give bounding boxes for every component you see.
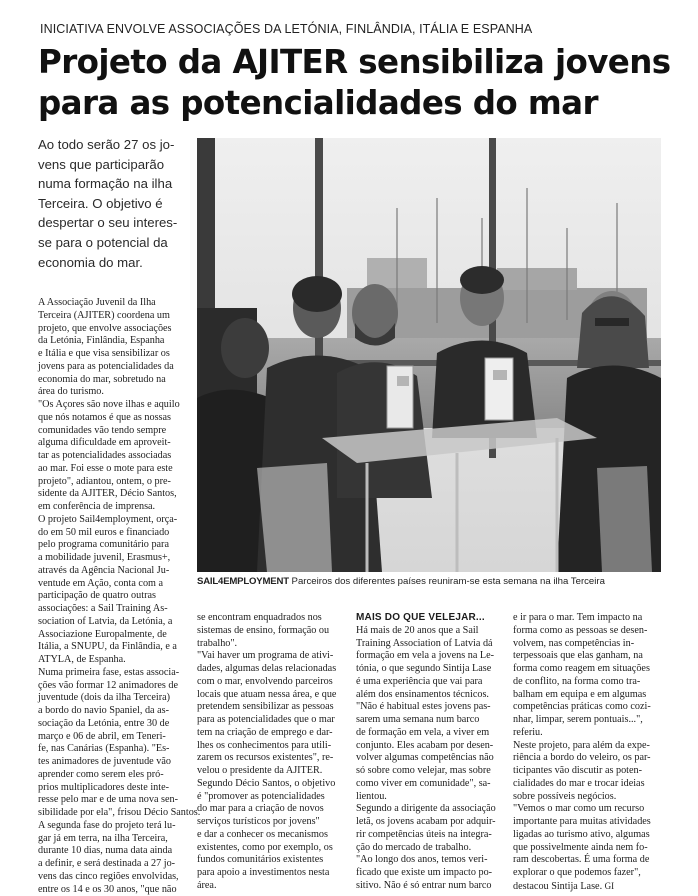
end-mark: GI	[605, 881, 615, 891]
headline-line: para as potencialidades do mar	[38, 83, 688, 124]
text-line: velou o presidente da AJITER.	[197, 765, 345, 778]
text-line: ao mar. Foi esse o mote para este	[38, 463, 188, 476]
text-line: tónia, o que segundo Sintija Lase	[356, 663, 504, 676]
text-line: trabalho".	[197, 638, 345, 651]
text-line: ligadas ao turismo ativo, algumas	[513, 829, 661, 842]
text-line: Training Association of Latvia dá	[356, 638, 504, 651]
lead-line: numa formação na ilha	[38, 174, 186, 194]
text-line: do em 50 mil euros e financiado	[38, 527, 188, 540]
text-line: Segundo a dirigente da associação	[356, 803, 504, 816]
text-line: competências práticas como cozi-	[513, 701, 661, 714]
lead-paragraph	[38, 135, 186, 272]
text-line: projeto, que envolve associações	[38, 323, 188, 336]
text-line: tem na criação de emprego e dar-	[197, 727, 345, 740]
text-line: gar já em terra, na ilha Terceira,	[38, 833, 188, 846]
text-line: do mar para a criação de novos	[197, 803, 345, 816]
text-line: área.	[197, 880, 345, 893]
text-line: durante 10 dias, numa data ainda	[38, 845, 188, 858]
text-line: participação de quatro outras	[38, 590, 188, 603]
text-line: Neste projeto, para além da expe-	[513, 740, 661, 753]
text-line: ram descobertas. É uma forma de	[513, 854, 661, 867]
text-line: ventude em Ação, conta com a	[38, 578, 188, 591]
text-line: destacou Sintija Lase.	[513, 881, 602, 892]
section-subhead: MAIS DO QUE VELEJAR...	[356, 612, 504, 625]
text-line: tar as potencialidades associadas	[38, 450, 188, 463]
text-line: aprender como serem eles pró-	[38, 769, 188, 782]
article-column-3	[356, 612, 504, 893]
lead-line: despertar o seu interes-	[38, 213, 186, 233]
text-line: volvem, nas competências in-	[513, 638, 661, 651]
headline	[38, 42, 688, 124]
text-line: dades, algumas delas relacionadas	[197, 663, 345, 676]
text-line: e Itália e que visa sensibilizar os	[38, 348, 188, 361]
text-line: zarem os recursos existentes", re-	[197, 752, 345, 765]
text-line: área do turismo.	[38, 386, 188, 399]
text-line: só sobre como velejar, mas sobre	[356, 765, 504, 778]
text-line: sarem uma semana num barco	[356, 714, 504, 727]
text-line: pretendem sensibilizar as pessoas	[197, 701, 345, 714]
text-line: através da Agência Nacional Ju-	[38, 565, 188, 578]
text-line: jovens para as potencialidades da	[38, 361, 188, 374]
text-line: alguma dificuldade em aproveit-	[38, 437, 188, 450]
text-line: vens das cinco regiões envolvidas,	[38, 871, 188, 884]
text-line: prios multiplicadores deste inte-	[38, 782, 188, 795]
text-line: além dos ensinamentos técnicos.	[356, 689, 504, 702]
text-line: comunidades vão tendo sempre	[38, 425, 188, 438]
article-column-2	[197, 612, 345, 893]
text-line: juventude (dois da ilha Terceira)	[38, 692, 188, 705]
text-line: para apoio a investimentos nesta	[197, 867, 345, 880]
lead-line: Ao todo serão 27 os jo-	[38, 135, 186, 155]
text-line: a mobilidade juvenil, Erasmus+,	[38, 552, 188, 565]
text-line: sistemas de ensino, formação ou	[197, 625, 345, 638]
text-line: ções vão formar 12 animadores de	[38, 680, 188, 693]
text-line: lientou.	[356, 791, 504, 804]
article-column-4	[513, 612, 661, 894]
text-line: letã, os jovens acabam por adquir-	[356, 816, 504, 829]
text-line: A segunda fase do projeto terá lu-	[38, 820, 188, 833]
text-line: da Letónia, Finlândia, Espanha	[38, 335, 188, 348]
text-line: "Os Açores são nove ilhas e aquilo	[38, 399, 188, 412]
caption-tag: SAIL4EMPLOYMENT	[197, 576, 289, 587]
text-line: e ir para o mar. Tem impacto na	[513, 612, 661, 625]
text-line: Segundo Décio Santos, o objetivo	[197, 778, 345, 791]
text-line: "Vai haver um programa de ativi-	[197, 650, 345, 663]
lead-line: se para o potencial da	[38, 233, 186, 253]
text-line: lhes os conhecimentos para utili-	[197, 740, 345, 753]
text-line: Terceira (AJITER) coordena um	[38, 310, 188, 323]
text-line: nhar, limpar, serem pontuais...",	[513, 714, 661, 727]
text-line: como viver em comunidade", sa-	[356, 778, 504, 791]
text-line: se encontram enquadrados nos	[197, 612, 345, 625]
text-line: terpessoais que elas ganham, na	[513, 650, 661, 663]
lead-line: Terceira. O objetivo é	[38, 194, 186, 214]
article-column-1	[38, 297, 188, 896]
text-line: O projeto Sail4employment, orça-	[38, 514, 188, 527]
text-line: "Ao longo dos anos, temos veri-	[356, 854, 504, 867]
meeting-photo	[197, 138, 661, 572]
text-line: sociation of Latvia, da Letónia, a	[38, 616, 188, 629]
text-line: Itália, a SNUPU, da Finlândia, e a	[38, 641, 188, 654]
text-line: é uma experiência que vai para	[356, 676, 504, 689]
text-line: "Vemos o mar como um recurso	[513, 803, 661, 816]
text-line: e dar a conhecer os mecanismos	[197, 829, 345, 842]
text-line: ção do mercado de trabalho.	[356, 842, 504, 855]
text-line: conjunto. Eles acabam por desen-	[356, 740, 504, 753]
caption-text: Parceiros dos diferentes países reuniram-se esta semana na ilha Terceira	[289, 576, 605, 587]
text-line: projeto", adiantou, ontem, o pre-	[38, 476, 188, 489]
text-line: resse pelo mar e de uma nova sen-	[38, 794, 188, 807]
text-line: formação em vela a jovens na Le-	[356, 650, 504, 663]
text-line: Há mais de 20 anos que a Sail	[356, 625, 504, 638]
text-line: com o mar, envolvendo parceiros	[197, 676, 345, 689]
text-line: Associazione Europalmente, de	[38, 629, 188, 642]
text-line: sitivo. Não é só entrar num barco	[356, 880, 504, 893]
text-line: sociação da Letónia, entre 30 de	[38, 718, 188, 731]
text-line: sidente da AJITER, Décio Santos,	[38, 488, 188, 501]
text-line: para as potencialidades que o mar	[197, 714, 345, 727]
text-line: A Associação Juvenil da Ilha	[38, 297, 188, 310]
text-line: forma como as pessoas se desen-	[513, 625, 661, 638]
text-line: em conferência de imprensa.	[38, 501, 188, 514]
text-line: volver algumas competências não	[356, 752, 504, 765]
text-line: sobre possíveis negócios.	[513, 791, 661, 804]
text-line: referiu.	[513, 727, 661, 740]
text-line: "Não é habitual estes jovens pas-	[356, 701, 504, 714]
text-line: fundos comunitários existentes	[197, 854, 345, 867]
text-line: explorar o que podemos fazer",	[513, 867, 661, 880]
meeting-photo-illustration	[197, 138, 661, 572]
kicker: INICIATIVA ENVOLVE ASSOCIAÇÕES DA LETÓNIA, FINLÂNDIA, ITÁLIA E ESPANHA	[40, 22, 680, 36]
text-line: de conflito, na forma como tra-	[513, 676, 661, 689]
text-line: balham em equipa e em algumas	[513, 689, 661, 702]
text-line: é "promover as potencialidades	[197, 791, 345, 804]
text-line: ATYLA, de Espanha.	[38, 654, 188, 667]
text-line: que possivelmente ainda nem fo-	[513, 842, 661, 855]
text-line: ticipantes vão discutir as poten-	[513, 765, 661, 778]
text-line: rir competências úteis na integra-	[356, 829, 504, 842]
text-line: março e 06 de abril, em Teneri-	[38, 731, 188, 744]
text-line: sibilidade por ela", frisou Décio Santos.	[38, 807, 188, 820]
text-line: ficado que existe um impacto po-	[356, 867, 504, 880]
text-line: importante para muitas atividades	[513, 816, 661, 829]
text-line: pelo programa comunitário para	[38, 539, 188, 552]
text-line: Numa primeira fase, estas associa-	[38, 667, 188, 680]
text-line: a definir, e será destinada a 27 jo-	[38, 858, 188, 871]
text-line: que nós notamos é que as nossas	[38, 412, 188, 425]
text-line-last	[513, 880, 661, 894]
text-line: entre os 14 e os 30 anos, "que não	[38, 884, 188, 896]
text-line: economia do mar, sobretudo na	[38, 374, 188, 387]
headline-line: Projeto da AJITER sensibiliza jovens	[38, 42, 688, 83]
text-line: cialidades do mar e trocar ideias	[513, 778, 661, 791]
text-line: locais que atuam nessa área, e que	[197, 689, 345, 702]
text-line: existentes, como por exemplo, os	[197, 842, 345, 855]
text-line: de formação em vela, a viver em	[356, 727, 504, 740]
text-line: associações: a Sail Training As-	[38, 603, 188, 616]
text-line: serviços turísticos por jovens"	[197, 816, 345, 829]
text-line: riência a bordo do veleiro, os par-	[513, 752, 661, 765]
text-line: forma como reagem em situações	[513, 663, 661, 676]
photo-caption	[197, 576, 667, 587]
text-line: tes animadores de juventude vão	[38, 756, 188, 769]
lead-line: vens que participarão	[38, 155, 186, 175]
text-line: a bordo do navio Spaniel, da as-	[38, 705, 188, 718]
text-line: fe, nas Canárias (Espanha). "Es-	[38, 743, 188, 756]
lead-line: economia do mar.	[38, 253, 186, 273]
